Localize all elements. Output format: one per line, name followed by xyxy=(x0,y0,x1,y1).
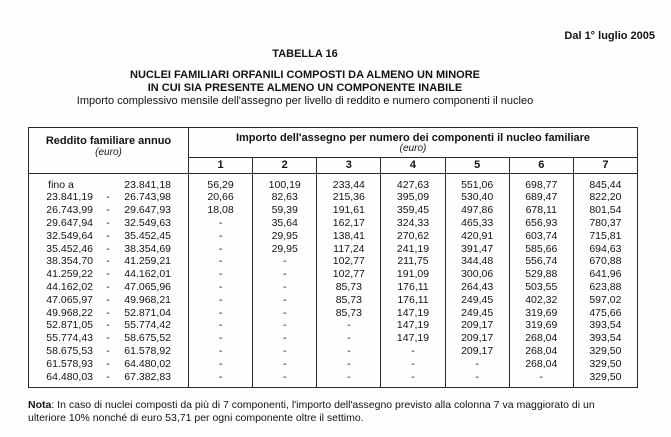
income-range-dash: - xyxy=(106,216,110,229)
income-to: 67.382,83 xyxy=(124,370,171,383)
income-to: 26.743,98 xyxy=(124,191,171,204)
document-title xyxy=(0,69,610,95)
component-col-2: 2 xyxy=(253,158,317,173)
amount-cell: 147,19 xyxy=(381,307,445,320)
amount-cell: - xyxy=(317,345,381,358)
amount-cell: - xyxy=(189,243,253,256)
amount-cell: - xyxy=(253,345,317,358)
income-to: 61.578,92 xyxy=(124,344,171,357)
document-subtitle: Importo complessivo mensile dell'assegno per livello di reddito e numero componenti il nucleo xyxy=(76,95,534,107)
table-row xyxy=(29,281,637,294)
amount-cell: - xyxy=(189,345,253,358)
income-range-dash: - xyxy=(106,332,110,345)
income-from: 49.968,22 xyxy=(46,306,93,319)
amount-cell: 529,88 xyxy=(510,268,574,281)
amount-cell: 300,06 xyxy=(446,268,510,281)
income-range-dash: - xyxy=(106,357,110,370)
income-from: 32.549,64 xyxy=(46,229,93,242)
amount-cell: - xyxy=(510,371,574,387)
amount-cell: - xyxy=(253,268,317,281)
income-to: 64.480,02 xyxy=(124,357,171,370)
income-from: 58.675,53 xyxy=(46,344,93,357)
income-range-cell xyxy=(29,371,189,387)
amount-cell: 597,02 xyxy=(589,293,622,306)
table-row xyxy=(29,243,637,256)
income-to: 23.841,18 xyxy=(124,178,171,191)
amount-cell: 268,04 xyxy=(510,332,574,345)
component-col-7: 7 xyxy=(602,159,609,171)
income-range-cell xyxy=(29,230,189,243)
amount-cell: 393,54 xyxy=(589,319,622,332)
amount-cell: - xyxy=(446,371,510,387)
income-range-cell xyxy=(29,255,189,268)
table-row xyxy=(29,268,637,281)
amount-cell: 623,88 xyxy=(589,280,622,293)
table-header xyxy=(29,128,637,174)
amount-cell: 211,75 xyxy=(381,255,445,268)
income-header-title: Reddito familiare annuo xyxy=(45,135,172,147)
amount-header-group xyxy=(189,128,637,157)
amount-cell: 264,43 xyxy=(446,281,510,294)
income-from: 52.871,05 xyxy=(46,319,93,332)
income-to: 49.968,21 xyxy=(124,293,171,306)
table-row xyxy=(29,204,637,217)
table-row xyxy=(29,371,637,387)
component-col-5: 5 xyxy=(446,158,510,173)
income-range-cell xyxy=(29,332,189,345)
income-range-dash: - xyxy=(106,242,110,255)
amount-cell: 780,37 xyxy=(589,216,622,229)
amount-cell: - xyxy=(189,281,253,294)
benefit-table xyxy=(28,127,638,388)
income-range-cell xyxy=(29,358,189,371)
table-row xyxy=(29,174,637,191)
income-range-cell xyxy=(29,174,189,191)
amount-cell: 497,86 xyxy=(446,204,510,217)
income-from: 44.162,02 xyxy=(46,280,93,293)
income-range-dash: - xyxy=(106,344,110,357)
amount-cell: 233,44 xyxy=(317,174,381,191)
income-range-cell xyxy=(29,217,189,230)
amount-cell: 329,50 xyxy=(589,370,622,383)
amount-cell: - xyxy=(317,319,381,332)
income-to: 38.354,69 xyxy=(124,242,171,255)
income-range-cell xyxy=(29,243,189,256)
amount-cell: - xyxy=(381,345,445,358)
amount-cell: - xyxy=(381,371,445,387)
amount-cell: 503,55 xyxy=(510,281,574,294)
amount-cell: 556,74 xyxy=(510,255,574,268)
table-body xyxy=(29,174,637,387)
amount-cell: 209,17 xyxy=(446,332,510,345)
amount-cell: 715,81 xyxy=(589,229,622,242)
amount-cell: 29,95 xyxy=(253,243,317,256)
table-row xyxy=(29,358,637,371)
amount-cell: 147,19 xyxy=(381,332,445,345)
amount-cell: 656,93 xyxy=(510,217,574,230)
amount-cell: 176,11 xyxy=(381,281,445,294)
income-range-cell xyxy=(29,268,189,281)
income-to: 32.549,63 xyxy=(124,216,171,229)
amount-cell: 319,69 xyxy=(510,319,574,332)
income-column-header xyxy=(29,128,189,173)
amount-cell: 100,19 xyxy=(253,174,317,191)
amount-cell: - xyxy=(189,217,253,230)
amount-cell: 319,69 xyxy=(510,307,574,320)
amount-cell: 209,17 xyxy=(446,345,510,358)
amount-cell: - xyxy=(253,319,317,332)
income-range-cell xyxy=(29,345,189,358)
income-from: 47.065,97 xyxy=(46,293,93,306)
amount-cell: 241,19 xyxy=(381,243,445,256)
amount-cell: 138,41 xyxy=(317,230,381,243)
amount-cell: - xyxy=(446,358,510,371)
footnote-label: Nota xyxy=(28,399,52,411)
table-row xyxy=(29,307,637,320)
amount-cell: 85,73 xyxy=(317,307,381,320)
amount-cell: 585,66 xyxy=(510,243,574,256)
amount-cell: 59,39 xyxy=(253,204,317,217)
income-range-dash: - xyxy=(106,370,110,383)
income-from: 61.578,93 xyxy=(46,357,93,370)
income-range-cell xyxy=(29,191,189,204)
component-col-4: 4 xyxy=(381,158,445,173)
table-row xyxy=(29,319,637,332)
amount-cell: 329,50 xyxy=(589,357,622,370)
income-from: fino a xyxy=(48,178,74,191)
income-range-cell xyxy=(29,307,189,320)
table-row xyxy=(29,332,637,345)
amount-cell: 420,91 xyxy=(446,230,510,243)
income-range-dash xyxy=(93,179,123,192)
amount-cell: 268,04 xyxy=(510,358,574,371)
amount-cell: 249,45 xyxy=(446,294,510,307)
amount-cell: - xyxy=(317,332,381,345)
amount-cell: 324,33 xyxy=(381,217,445,230)
income-range-cell xyxy=(29,281,189,294)
income-range-dash: - xyxy=(106,191,110,204)
amount-cell: 29,95 xyxy=(253,230,317,243)
amount-cell: 395,09 xyxy=(381,191,445,204)
amount-cell: 209,17 xyxy=(446,319,510,332)
amount-cell: 215,36 xyxy=(317,191,381,204)
income-range-cell xyxy=(29,319,189,332)
amount-cell: - xyxy=(189,255,253,268)
title-line-2: IN CUI SIA PRESENTE ALMENO UN COMPONENTE INABILE xyxy=(147,82,463,94)
table-row xyxy=(29,255,637,268)
amount-cell: 393,54 xyxy=(589,332,622,345)
income-to: 52.871,04 xyxy=(124,306,171,319)
income-from: 55.774,43 xyxy=(46,332,93,345)
title-line-1: NUCLEI FAMILIARI ORFANILI COMPOSTI DA ALMENO UN MINORE xyxy=(130,69,480,81)
footnote xyxy=(28,399,608,425)
income-to: 55.774,42 xyxy=(124,319,171,332)
amount-cell: - xyxy=(253,281,317,294)
amount-cell: 191,09 xyxy=(381,268,445,281)
amount-columns-header xyxy=(189,128,637,173)
income-range-dash: - xyxy=(106,319,110,332)
income-to: 29.647,93 xyxy=(124,204,171,217)
amount-cell: 35,64 xyxy=(253,217,317,230)
table-number-label: TABELLA 16 xyxy=(272,48,338,60)
amount-cell: 465,33 xyxy=(446,217,510,230)
income-range-dash: - xyxy=(106,268,110,281)
component-col-1: 1 xyxy=(189,158,253,173)
amount-cell: 427,63 xyxy=(381,174,445,191)
amount-cell: 191,61 xyxy=(317,204,381,217)
amount-cell: - xyxy=(189,307,253,320)
income-to: 58.675,52 xyxy=(124,332,171,345)
income-to: 44.162,01 xyxy=(124,268,171,281)
amount-cell: - xyxy=(189,294,253,307)
amount-cell: - xyxy=(253,255,317,268)
income-from: 26.743,99 xyxy=(46,204,93,217)
amount-cell: 270,62 xyxy=(381,230,445,243)
amount-cell: 147,19 xyxy=(381,319,445,332)
amount-cell: 82,63 xyxy=(253,191,317,204)
amount-cell: - xyxy=(189,268,253,281)
component-col-6: 6 xyxy=(510,158,574,173)
amount-cell: - xyxy=(253,307,317,320)
income-from: 38.354,70 xyxy=(46,255,93,268)
amount-cell: - xyxy=(253,332,317,345)
amount-cell: 402,32 xyxy=(510,294,574,307)
amount-cell: 391,47 xyxy=(446,243,510,256)
income-to: 35.452,45 xyxy=(124,229,171,242)
amount-header-unit: (euro) xyxy=(399,143,427,154)
amount-cell: 698,77 xyxy=(510,174,574,191)
amount-cell: 359,45 xyxy=(381,204,445,217)
amount-cell: 845,44 xyxy=(589,178,622,191)
income-from: 41.259,22 xyxy=(46,268,93,281)
amount-cell: 176,11 xyxy=(381,294,445,307)
amount-cell: - xyxy=(189,230,253,243)
amount-cell: 678,11 xyxy=(510,204,574,217)
amount-cell: 249,45 xyxy=(446,307,510,320)
income-to: 41.259,21 xyxy=(124,255,171,268)
amount-cell: 694,63 xyxy=(589,242,622,255)
amount-cell: 801,54 xyxy=(589,204,622,217)
table-row xyxy=(29,294,637,307)
amount-cell: 530,40 xyxy=(446,191,510,204)
amount-cell: 56,29 xyxy=(189,174,253,191)
table-row xyxy=(29,217,637,230)
income-range-dash: - xyxy=(106,280,110,293)
amount-cell: 85,73 xyxy=(317,294,381,307)
income-range-dash: - xyxy=(106,293,110,306)
amount-cell: 475,66 xyxy=(589,306,622,319)
amount-cell: - xyxy=(317,358,381,371)
table-row xyxy=(29,191,637,204)
amount-cell: 268,04 xyxy=(510,345,574,358)
income-to: 47.065,96 xyxy=(124,280,171,293)
amount-cell: - xyxy=(253,358,317,371)
component-count-header-row xyxy=(189,157,637,173)
amount-cell: 102,77 xyxy=(317,255,381,268)
income-range-dash: - xyxy=(106,306,110,319)
amount-cell: - xyxy=(189,358,253,371)
table-row xyxy=(29,345,637,358)
footnote-text: : In caso di nuclei composti da più di 7 componenti, l'importo dell'assegno previsto alla colonna 7 va maggiorato di un ulteriore 10% nonché di euro 53,71 per ogni componente oltre il settimo. xyxy=(28,399,595,424)
amount-cell: 551,06 xyxy=(446,174,510,191)
amount-header-title: Importo dell'assegno per numero dei componenti il nucleo familiare xyxy=(235,132,591,144)
income-from: 23.841,19 xyxy=(46,191,93,204)
income-range-dash: - xyxy=(106,204,110,217)
amount-cell: 822,20 xyxy=(589,191,622,204)
income-range-dash: - xyxy=(106,255,110,268)
amount-cell: 603,74 xyxy=(510,230,574,243)
amount-cell: 162,17 xyxy=(317,217,381,230)
amount-cell: 670,88 xyxy=(589,255,622,268)
amount-cell: 20,66 xyxy=(189,191,253,204)
amount-cell: - xyxy=(253,294,317,307)
effective-date-label: Dal 1° luglio 2005 xyxy=(564,30,655,42)
income-range-dash: - xyxy=(106,229,110,242)
amount-cell: 329,50 xyxy=(589,344,622,357)
income-header-unit: (euro) xyxy=(95,147,122,158)
component-col-3: 3 xyxy=(317,158,381,173)
amount-cell: - xyxy=(381,358,445,371)
amount-cell: - xyxy=(189,332,253,345)
amount-cell: 18,08 xyxy=(189,204,253,217)
income-from: 35.452,46 xyxy=(46,242,93,255)
income-range-cell xyxy=(29,294,189,307)
amount-cell: 641,96 xyxy=(589,268,622,281)
amount-cell: 117,24 xyxy=(317,243,381,256)
amount-cell: - xyxy=(253,371,317,387)
amount-cell: - xyxy=(189,371,253,387)
amount-cell: - xyxy=(317,371,381,387)
income-range-cell xyxy=(29,204,189,217)
income-from: 29.647,94 xyxy=(46,216,93,229)
amount-cell: 344,48 xyxy=(446,255,510,268)
amount-cell: - xyxy=(189,319,253,332)
table-row xyxy=(29,230,637,243)
amount-cell: 689,47 xyxy=(510,191,574,204)
amount-cell: 102,77 xyxy=(317,268,381,281)
amount-cell: 85,73 xyxy=(317,281,381,294)
income-from: 64.480,03 xyxy=(46,370,93,383)
